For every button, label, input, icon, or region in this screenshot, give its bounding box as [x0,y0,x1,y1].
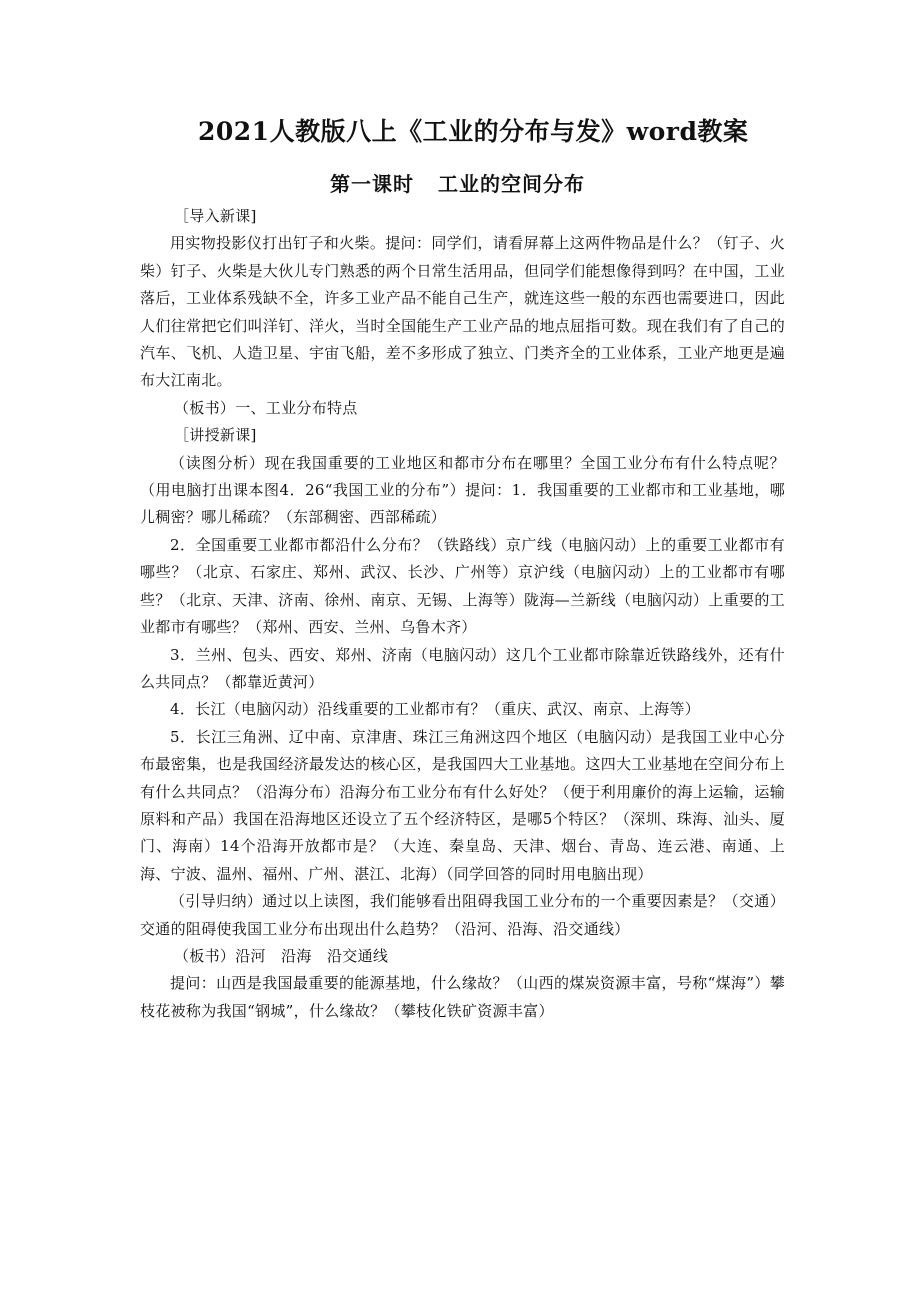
subtitle-lesson-number: 第一课时 [330,172,414,196]
board-note-heading: （板书）一、工业分布特点 [174,398,358,417]
paragraph-question-3: 3．兰州、包头、西安、郑州、济南（电脑闪动）这几个工业都市除靠近铁路线外，还有什么共同点？（都靠近黄河） [140,645,785,691]
paragraph-map-analysis: （读图分析）现在我国重要的工业地区和都市分布在哪里？全国工业分布有什么特点呢？（用电脑打出课本图4．26“我国工业的分布”）提问：1．我国重要的工业都市和工业基地，哪儿稠密？哪儿稀疏？（东部稠密、西部稀疏） [140,453,785,527]
subtitle-lesson-topic: 工业的空间分布 [438,172,585,196]
paragraph-question-5: 5．长江三角洲、辽中南、京津唐、珠江三角洲这四个地区（电脑闪动）是我国工业中心分布最密集，也是我国经济最发达的核心区，是我国四大工业基地。这四大工业基地在空间分布上有什么共同点？（沿海分布）沿海分布工业分布有什么好处？（便于利用廉价的海上运输，运输原料和产品）我国在沿海地区还设立了五个经济特区，是哪5个特区？（深圳、珠海、汕头、厦门、海南）14个沿海开放都市是？（大连、秦皇岛、天津、烟台、青岛、连云港、南通、上海、宁波、温州、福州、广州、湛江、北海）（同学回答的同时用电脑出现） [140,727,785,883]
lesson-subtitle [330,168,585,197]
paragraph-question-4: 4．长江（电脑闪动）沿线重要的工业都市有？（重庆、武汉、南京、上海等） [170,700,701,719]
board-note-trends: （板书）沿河 沿海 沿交通线 [174,946,389,965]
document-title: 2021人教版八上《工业的分布与发》word教案 [198,117,749,146]
paragraph-question-2: 2．全国重要工业都市都沿什么分布？（铁路线）京广线（电脑闪动）上的重要工业都市有哪些？（北京、石家庄、郑州、武汉、长沙、广州等）京沪线（电脑闪动）上的工业都市有哪些？（北京、天津、济南、徐州、南京、无锡、上海等）陇海—兰新线（电脑闪动）上重要的工业都市有哪些？（郑州、西安、兰州、乌鲁木齐） [140,535,785,637]
section-label-new-lesson: ［讲授新课] [174,426,257,445]
paragraph-intro: 用实物投影仪打出钉子和火柴。提问：同学们，请看屏幕上这两件物品是什么？（钉子、火柴）钉子、火柴是大伙儿专门熟悉的两个日常生活用品，但同学们能想像得到吗？在中国，工业落后，工业体系残缺不全，许多工业产品不能自己生产，就连这些一般的东西也需要进口，因此人们往常把它们叫洋钉、洋火，当时全国能生产工业产品的地点屈指可数。现在我们有了自己的汽车、飞机、人造卫星、宇宙飞船，差不多形成了独立、门类齐全的工业体系，工业产地更是遍布大江南北。 [140,234,785,390]
paragraph-resources-question: 提问：山西是我国最重要的能源基地，什么缘故？（山西的煤炭资源丰富，号称“煤海”）攀枝花被称为我国“钢城”，什么缘故？（攀枝化铁矿资源丰富） [140,974,785,1020]
paragraph-summary: （引导归纳）通过以上读图，我们能够看出阻碍我国工业分布的一个重要因素是？（交通）交通的阻碍使我国工业分布出现出什么趋势？（沿河、沿海、沿交通线） [140,892,785,938]
document-body [140,203,785,1025]
section-label-intro: ［导入新课] [174,207,257,225]
